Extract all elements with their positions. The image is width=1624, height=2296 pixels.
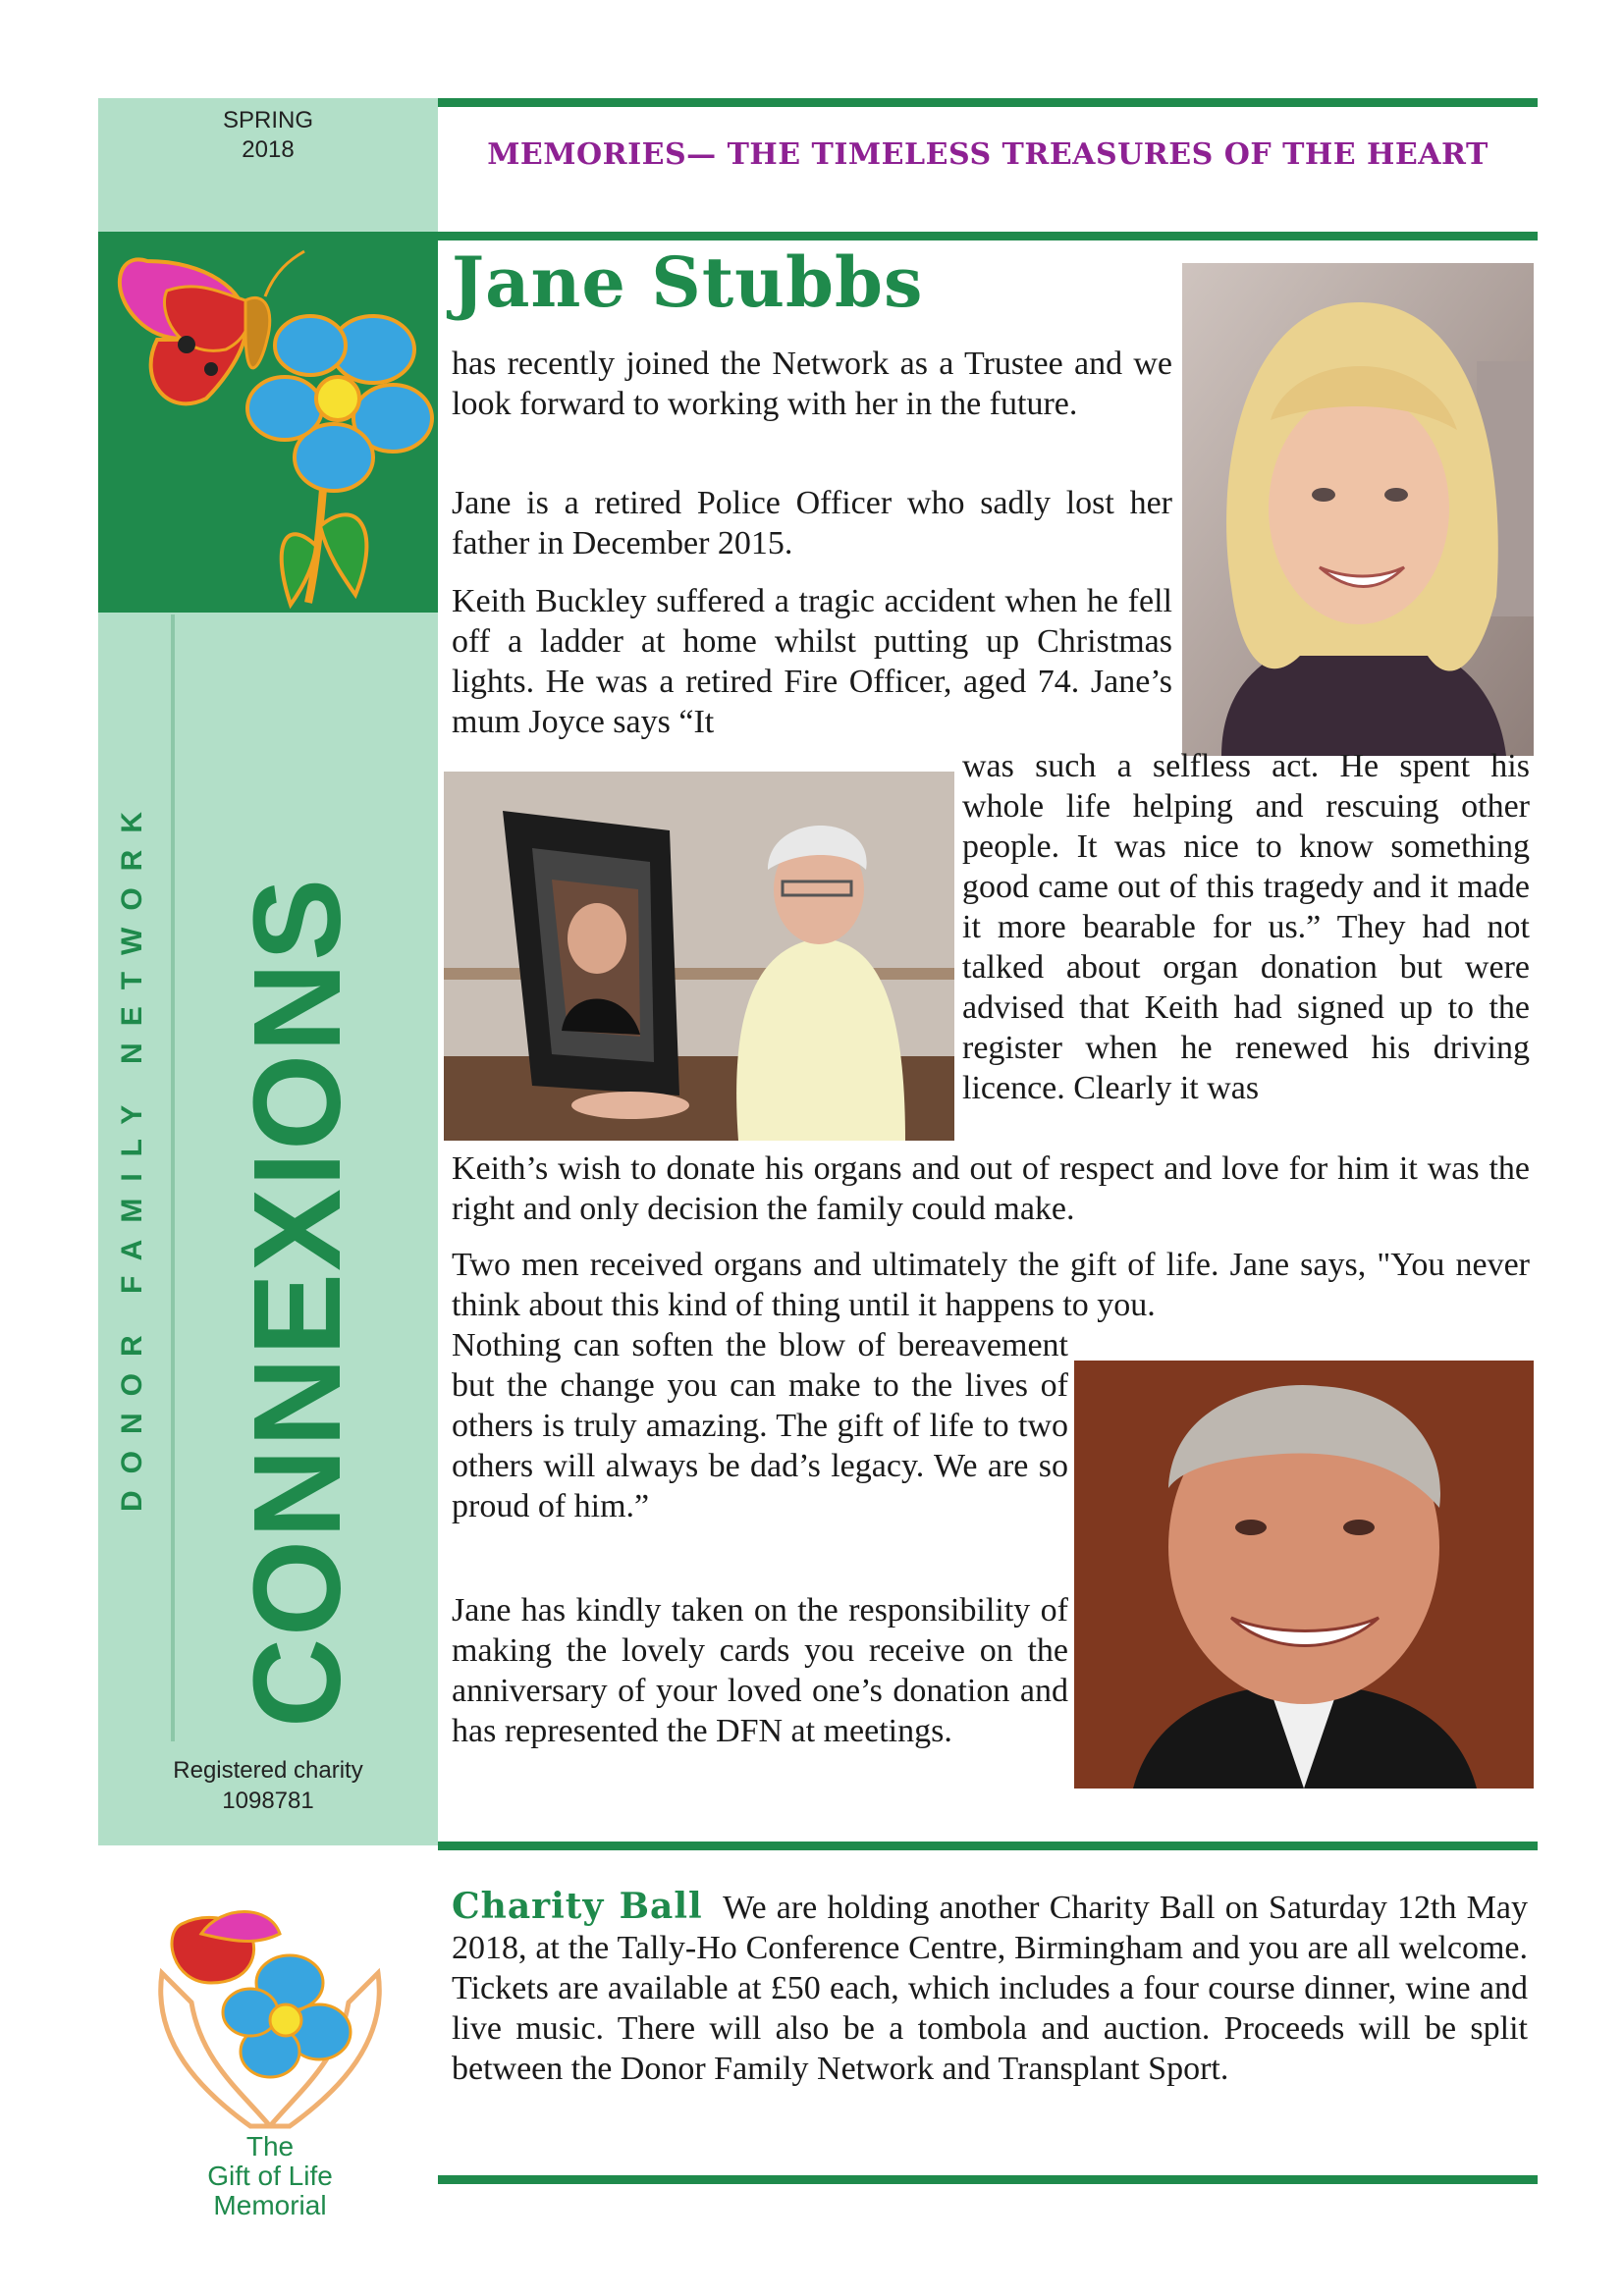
article-paragraph-4b: Nothing can soften the blow of bereavement but the change you can make to the lives of others is truly amazing. The gift of life to two others will always be dad’s legacy. We are so proud of him.” [452,1327,1068,1524]
sidebar-divider [171,614,175,1741]
hands-butterfly-icon [142,1895,398,2130]
network-name-vertical: DONOR FAMILY NETWORK [116,794,148,1512]
header-tagline: MEMORIES— THE TIMELESS TREASURES OF THE HEART [487,137,1489,172]
article-bottom-rule [438,1842,1538,1850]
article-paragraph-1: has recently joined the Network as a Trustee and we look forward to working with her in the future. [452,346,1172,422]
article-paragraph-5: Jane has kindly taken on the responsibility of making the lovely cards you receive on the anniversary of your loved one’s donation and has represented the DFN at meetings. [452,1592,1068,1749]
page-bottom-rule [438,2175,1538,2184]
charity-number: 1098781 [222,1788,314,1814]
article-title: Jane Stubbs [452,241,924,323]
charity-label: Registered charity [173,1757,363,1784]
issue-season: SPRING [222,107,313,133]
jane-portrait-photo [1182,263,1534,756]
logo-line-2: Gift of Life [207,2161,333,2191]
butterfly-illustration-panel [98,232,438,613]
article-paragraph-2: Jane is a retired Police Officer who sadly lost her father in December 2015. [452,485,1172,561]
header-bottom-rule [438,232,1538,240]
charity-ball-section [452,1887,1528,2089]
charity-ball-body: We are holding another Charity Ball on Saturday 12th May 2018, at the Tally-Ho Conference Centre, Birmingham and you are all welcome. Tickets are available at £50 each, which includes a four course dinner, wine and live music. There will also be a tombola and auction. Proceeds will be split between the Donor Family Network and Transplant Sport. [452,1890,1528,2087]
butterfly-flower-icon [98,232,438,613]
registered-charity-box [98,1741,438,1845]
article-paragraph-3b: was such a selfless act. He spent his whole life helping and rescuing other people. It was nice to know something good came out of this tragedy and it made it more bearable for us.” They had not talked about organ donation but were advised that Keith had signed up to the register when he renewed his driving licence. Clearly it was [962,748,1530,1106]
logo-line-3: Memorial [213,2190,327,2220]
article-paragraph-3a: Keith Buckley suffered a tragic accident when he fell off a ladder at home whilst putting up Christmas lights. He was a retired Fire Officer, aged 74. Jane’s mum Joyce says “It [452,583,1172,740]
joyce-with-portrait-photo [444,772,954,1141]
issue-date-box [98,98,438,232]
logo-line-1: The [245,2131,295,2162]
gift-of-life-logo [137,1895,403,2135]
keith-portrait-photo [1074,1361,1534,1789]
logo-caption [147,2132,393,2220]
article-paragraph-4a: Two men received organs and ultimately the gift of life. Jane says, "You never think about this kind of thing until it happens to you. [452,1247,1530,1323]
article-paragraph-3c: Keith’s wish to donate his organs and out of respect and love for him it was the right and only decision the family could make. [452,1150,1530,1227]
publication-title-vertical: CONNEXIONS [228,876,366,1728]
charity-ball-heading: Charity Ball [452,1886,703,1927]
top-rule [438,98,1538,107]
issue-year: 2018 [242,136,295,163]
